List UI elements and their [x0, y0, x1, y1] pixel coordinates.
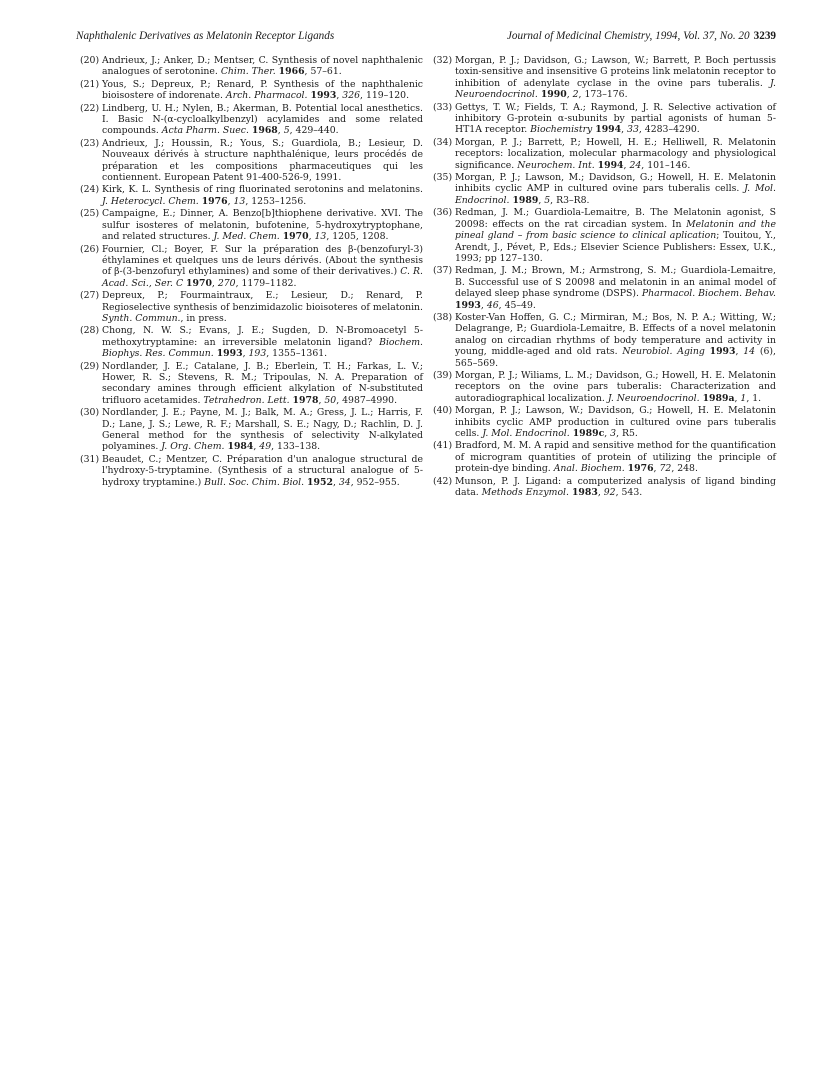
reference-item: (22) Lindberg, U. H.; Nylen, B.; Akerman, B. Potential local anesthetics. I. Basic N-(α-cycloalkylbenzyl) acylamides and some related compounds. Acta Pharm. Suec. 1968, 5, 429–440. — [80, 102, 423, 137]
reference-year: 1989 — [512, 194, 539, 206]
page-number: 3239 — [753, 30, 776, 42]
reference-pages: , R3–R8. — [550, 194, 590, 206]
reference-text: Morgan, P. J.; Lawson, W.; Davidson, G.; Howell, H. E. Melatonin inhibits cyclic AMP production in cultured ovine pars tuberalis cells. — [455, 405, 776, 439]
reference-journal: J. Heterocycl. Chem. — [102, 195, 199, 207]
reference-volume: 34 — [338, 476, 351, 488]
reference-number: (20) — [80, 55, 100, 66]
reference-item: (21) Yous, S.; Depreux, P.; Renard, P. Synthesis of the naphthalenic bioisostere of indorenate. Arch. Pharmacol. 1993, 326, 119–120. — [80, 78, 423, 102]
reference-year: 1993 — [455, 299, 481, 311]
reference-text: Koster-Van Hoffen, G. C.; Mirmiran, M.; Bos, N. P. A.; Witting, W.; Delagrange, P.; Guardiola-Lemaitre, B. Effects of a novel melatonin analog on circadian rhythms of body temperature and activity in young, middle-aged and old rats. — [455, 311, 776, 358]
reference-pages: , 1205, 1208. — [326, 231, 389, 243]
running-title: Naphthalenic Derivatives as Melatonin Receptor Ligands — [76, 30, 335, 42]
reference-year: 1966 — [278, 66, 305, 78]
reference-item: (42) Munson, P. J. Ligand: a computerized analysis of ligand binding data. Methods Enzymol. 1983, 92, 543. — [433, 475, 776, 499]
reference-journal: Biochemistry — [530, 124, 593, 136]
reference-text: Munson, P. J. Ligand: a computerized analysis of ligand binding data. — [455, 475, 776, 499]
reference-journal: Melatonin and the pineal gland – from basic science to clinical aplication — [455, 218, 777, 242]
reference-year: 1990 — [540, 89, 567, 101]
reference-number: (38) — [433, 311, 453, 323]
reference-pages: , 57–61. — [304, 66, 342, 78]
reference-number: (30) — [80, 407, 100, 419]
reference-volume: 49 — [259, 441, 272, 453]
reference-item — [80, 290, 423, 324]
reference-volume: 326 — [342, 90, 361, 102]
reference-journal: Synth. Commun. — [102, 312, 181, 324]
reference-text: Lindberg, U. H.; Nylen, B.; Akerman, B. Potential local anesthetics. I. Basic N-(α-cycloalkylbenzyl) acylamides and some related compounds. — [102, 102, 423, 137]
reference-pages: , 133–138. — [271, 441, 321, 453]
running-header — [76, 30, 776, 46]
reference-item — [433, 207, 776, 264]
reference-text: Depreux, P.; Fourmaintraux, E.; Lesieur, D.; Renard, P. Regioselective synthesis of benzimidazolic bioisoteres of melatonin. — [102, 290, 423, 313]
reference-journal: J. Med. Chem. — [213, 231, 280, 243]
reference-volume: 2 — [572, 89, 579, 101]
reference-number: (22) — [80, 102, 100, 114]
reference-year: 1952 — [307, 476, 333, 488]
reference-item — [80, 55, 423, 78]
reference-number: (35) — [433, 172, 453, 184]
reference-pages: , 4283–4290. — [638, 124, 700, 136]
reference-text: Bradford, M. M. A rapid and sensitive method for the quantification of microgram quantities of protein of utilizing the principle of protein-dye binding. — [455, 440, 776, 475]
reference-journal: J. Org. Chem. — [161, 441, 225, 453]
reference-item: (28) Chong, N. W. S.; Evans, J. E.; Sugden, D. N-Bromoacetyl 5-methoxytryptamine: an irreversible melatonin ligand? Biochem. Biophys. Res. Commun. 1993, 193, 1355–1361. — [80, 325, 423, 360]
reference-number: (40) — [433, 405, 453, 417]
reference-year: 1984 — [227, 441, 254, 453]
reference-number: (41) — [433, 440, 453, 452]
reference-year: 1978 — [292, 394, 319, 406]
reference-volume: 193 — [248, 348, 267, 360]
reference-item: (24) Kirk, K. L. Synthesis of ring fluorinated serotonins and melatonins. J. Heterocycl. Chem. 1976, 13, 1253–1256. — [80, 184, 423, 207]
reference-text: Gettys, T. W.; Fields, T. A.; Raymond, J. R. Selective activation of inhibitory G-protein α-subunits by partial agonists of human 5-HT1A receptor. — [455, 101, 776, 136]
reference-item: (32) Morgan, P. J.; Davidson, G.; Lawson, W.; Barrett, P. Boch pertussis toxin-sensitive and insensitive G proteins link melatonin receptor to inhibition of adenylate cyclase in the ovine pars tuberalis. J. Neuroendocrinol. 1990, 2, 173–176. — [433, 55, 776, 101]
reference-number: (34) — [433, 136, 453, 148]
reference-pages: , R5. — [616, 428, 638, 439]
reference-number: (24) — [80, 184, 100, 196]
reference-text: Andrieux, J.; Anker, D.; Mentser, C. Synthesis of novel naphthalenic analogues of serotonine. — [102, 55, 423, 78]
reference-number: (21) — [80, 78, 100, 90]
reference-pages: , 429–440. — [289, 125, 339, 137]
reference-volume: 14 — [743, 346, 756, 358]
reference-journal: J. Neuroendocrinol. — [607, 392, 700, 404]
reference-year: 1994 — [597, 159, 624, 171]
references-column-left — [80, 55, 423, 489]
reference-volume: 13 — [233, 195, 246, 207]
reference-pages: , 119–120. — [360, 90, 410, 102]
journal-citation — [507, 30, 776, 42]
reference-item: (35) Morgan, P. J.; Lawson, M.; Davidson, G.; Howell, H. E. Melatonin inhibits cyclic AMP in cultured ovine pars tuberalis cells. J. Mol. Endocrinol. 1989, 5, R3–R8. — [433, 172, 776, 206]
reference-text: Andrieux, J.; Houssin, R.; Yous, S.; Guardiola, B.; Lesieur, D. Nouveaux dérivés à structure naphthalénique, leurs procédés de préparation et les compositions pharmaceutiques qui les contiennent. European Patent 91-400-526-9, 1991. — [102, 137, 423, 184]
reference-text: Redman, J. M.; Guardiola-Lemaitre, B. The Melatonin agonist, S 20098: effects on the rat circadian system. In — [455, 207, 776, 230]
reference-number: (27) — [80, 290, 100, 302]
reference-item: (29) Nordlander, J. E.; Catalane, J. B.; Eberlein, T. H.; Farkas, L. V.; Hower, R. S.; Stevens, R. M.; Tripoulas, N. A. Preparation of secondary amines through efficient alkylation of N-substituted trifluoro acetamides. Tetrahedron. Lett. 1978, 50, 4987–4990. — [80, 360, 423, 406]
reference-item — [80, 138, 423, 184]
reference-number: (26) — [80, 243, 100, 255]
reference-number: (36) — [433, 207, 453, 219]
reference-year: 1989a — [702, 392, 735, 404]
reference-volume: 13 — [314, 231, 327, 243]
reference-volume: 72 — [659, 463, 672, 475]
reference-volume: 92 — [603, 487, 616, 499]
reference-item: (41) Bradford, M. M. A rapid and sensitive method for the quantification of microgram quantities of protein of utilizing the principle of protein-dye binding. Anal. Biochem. 1976, 72, 248. — [433, 440, 776, 475]
reference-text: Yous, S.; Depreux, P.; Renard, P. Synthesis of the naphthalenic bioisostere of indorenate. — [102, 78, 423, 102]
reference-text: Nordlander, J. E.; Payne, M. J.; Balk, M. A.; Gress, J. L.; Harris, F. D.; Lane, J. S.; Lewe, R. F.; Marshall, S. E.; Nagy, D.; Rachlin, D. J. General method for the synthesis of selectivity N-alkylated polyamines. — [102, 407, 423, 453]
reference-volume: 24 — [629, 159, 642, 171]
reference-pages: , 1. — [746, 392, 762, 404]
reference-pages: , 1253–1256. — [245, 195, 307, 207]
reference-text: Beaudet, C.; Mentzer, C. Préparation d'un analogue structural de l'hydroxy-5-tryptamine. (Synthesis of a structural analogue of 5-hydroxy tryptamine.) — [102, 453, 423, 488]
reference-volume: 5 — [544, 194, 551, 206]
reference-year: 1976 — [627, 463, 654, 475]
reference-year: 1993 — [216, 348, 243, 360]
reference-journal: Pharmacol. Biochem. Behav. — [641, 288, 776, 300]
reference-item: (38) Koster-Van Hoffen, G. C.; Mirmiran, M.; Bos, N. P. A.; Witting, W.; Delagrange, P.; Guardiola-Lemaitre, B. Effects of a novel melatonin analog on circadian rhythms of body temperature and activity in young, middle-aged and old rats. Neurobiol. Aging 1993, 14 (6), 565–569. — [433, 311, 776, 369]
reference-number: (28) — [80, 325, 100, 337]
reference-journal: Chim. Ther. — [220, 66, 276, 78]
reference-volume: 33 — [627, 124, 639, 136]
reference-journal: C. R. Acad. Sci., Ser. C — [102, 266, 423, 289]
reference-number: (33) — [433, 101, 453, 113]
reference-item: (37) Redman, J. M.; Brown, M.; Armstrong, S. M.; Guardiola-Lemaitre, B. Successful use of S 20098 and melatonin in an animal model of delayed sleep phase syndrome (DSPS). Pharmacol. Biochem. Behav. 1993, 46, 45–49. — [433, 265, 776, 311]
reference-journal: Methods Enzymol. — [481, 487, 569, 499]
reference-journal: Neurobiol. Aging — [622, 346, 705, 358]
reference-text: Morgan, P. J.; Lawson, M.; Davidson, G.; Howell, H. E. Melatonin inhibits cyclic AMP in cultured ovine pars tuberalis cells. — [455, 172, 776, 195]
reference-item: (33) Gettys, T. W.; Fields, T. A.; Raymond, J. R. Selective activation of inhibitory G-protein α-subunits by partial agonists of human 5-HT1A receptor. Biochemistry 1994, 33, 4283–4290. — [433, 101, 776, 136]
reference-year: 1970 — [186, 277, 212, 289]
reference-volume: 5 — [283, 125, 290, 137]
reference-pages: , 1179–1182. — [235, 277, 297, 289]
reference-volume: 270 — [217, 277, 236, 289]
reference-pages: , 248. — [671, 463, 698, 475]
reference-number: (39) — [433, 369, 453, 381]
reference-pages: , 45–49. — [498, 299, 536, 311]
reference-text: Kirk, K. L. Synthesis of ring fluorinated serotonins and melatonins. — [102, 184, 423, 196]
reference-year: 1976 — [201, 195, 228, 207]
reference-journal: Tetrahedron. Lett. — [203, 394, 290, 406]
reference-number: (37) — [433, 265, 453, 277]
reference-text: Morgan, P. J.; Barrett, P.; Howell, H. E.; Helliwell, R. Melatonin receptors: localization, molecular pharmacology and physiological significance. — [455, 136, 776, 171]
reference-number: (31) — [80, 453, 100, 465]
reference-item: (31) Beaudet, C.; Mentzer, C. Préparation d'un analogue structural de l'hydroxy-5-tryptamine. (Synthesis of a structural analogue of 5-hydroxy tryptamine.) Bull. Soc. Chim. Biol. 1952, 34, 952–955. — [80, 453, 423, 488]
reference-item: (26) Fournier, Cl.; Boyer, F. Sur la préparation des β-(benzofuryl-3) éthylamines et quelques uns de leurs dérivés. (About the synthesis of β-(3-benzofuryl ethylamines) and some of their derivatives.) C. R. Acad. Sci., Ser. C 1970, 270, 1179–1182. — [80, 243, 423, 289]
reference-number: (23) — [80, 137, 100, 149]
reference-number: (42) — [433, 475, 453, 487]
reference-number: (25) — [80, 208, 100, 220]
reference-year: 1994 — [595, 124, 622, 136]
reference-volume: 50 — [324, 394, 337, 406]
reference-journal: Biochem. Biophys. Res. Commun. — [102, 336, 423, 360]
reference-pages: (6), 565–569. — [455, 346, 776, 369]
reference-pages: , 1355–1361. — [266, 348, 328, 360]
reference-journal: Anal. Biochem. — [553, 463, 625, 475]
reference-volume: 3 — [610, 428, 617, 439]
reference-item: (30) Nordlander, J. E.; Payne, M. J.; Balk, M. A.; Gress, J. L.; Harris, F. D.; Lane, J. S.; Lewe, R. F.; Marshall, S. E.; Nagy, D.; Rachlin, D. J. General method for the synthesis of selectivity N-alkylated polyamines. J. Org. Chem. 1984, 49, 133–138. — [80, 407, 423, 453]
reference-year: 1970 — [282, 231, 309, 243]
reference-text: Morgan, P. J.; Davidson, G.; Lawson, W.; Barrett, P. Boch pertussis toxin-sensitive and insensitive G proteins link melatonin receptor to inhibition of adenylate cyclase in the ovine pars tuberalis. — [455, 55, 776, 89]
reference-pages: , in press. — [180, 312, 227, 324]
journal-name: Journal of Medicinal Chemistry, 1994, Vol. 37, No. 20 — [506, 30, 750, 42]
reference-pages: , 101–146. — [641, 159, 691, 171]
reference-pages: , 173–176. — [578, 89, 628, 101]
reference-journal: Neurochem. Int. — [517, 159, 595, 171]
reference-pages: ; Touitou, Y., Arendt, J., Pévet, P., Eds.; Elsevier Science Publishers: Essex, U.K., 1993; pp 127–130. — [455, 230, 776, 264]
reference-pages: , 4987–4990. — [336, 394, 398, 406]
reference-text: Fournier, Cl.; Boyer, F. Sur la préparation des β-(benzofuryl-3) éthylamines et quelques uns de leurs dérivés. (About the synthesis of β-(3-benzofuryl ethylamines) and some of their derivatives.) — [102, 243, 423, 278]
reference-text: Chong, N. W. S.; Evans, J. E.; Sugden, D. N-Bromoacetyl 5-methoxytryptamine: an irreversible melatonin ligand? — [102, 325, 423, 348]
reference-item: (34) Morgan, P. J.; Barrett, P.; Howell, H. E.; Helliwell, R. Melatonin receptors: localization, molecular pharmacology and physiological significance. Neurochem. Int. 1994, 24, 101–146. — [433, 136, 776, 171]
reference-journal: J. Neuroendocrinol. — [455, 77, 776, 101]
reference-number: (29) — [80, 360, 100, 372]
reference-year: 1989c — [572, 428, 605, 439]
reference-text: Campaigne, E.; Dinner, A. Benzo[b]thiophene derivative. XVI. The sulfur isosteres of melatonin, bufotenine, 5-hydroxytryptophane, and related structures. — [102, 208, 423, 243]
reference-year: 1993 — [709, 346, 736, 358]
reference-journal: J. Mol. Endocrinol. — [455, 183, 776, 206]
reference-pages: , 543. — [615, 487, 643, 499]
reference-journal: Bull. Soc. Chim. Biol. — [204, 476, 305, 488]
reference-journal: Acta Pharm. Suec. — [161, 125, 249, 137]
reference-item: (39) Morgan, P. J.; Wiliams, L. M.; Davidson, G.; Howell, H. E. Melatonin receptors on the ovine pars tuberalis: Characterization and autoradiographical localization. J. Neuroendocrinol. 1989a, 1, 1. — [433, 369, 776, 404]
reference-volume: 46 — [486, 299, 499, 311]
reference-text: Redman, J. M.; Brown, M.; Armstrong, S. M.; Guardiola-Lemaitre, B. Successful use of S 20098 and melatonin in an animal model of delayed sleep phase syndrome (DSPS). — [455, 265, 776, 300]
reference-item: (25) Campaigne, E.; Dinner, A. Benzo[b]thiophene derivative. XVI. The sulfur isosteres of melatonin, bufotenine, 5-hydroxytryptophane, and related structures. J. Med. Chem. 1970, 13, 1205, 1208. — [80, 208, 423, 243]
reference-year: 1983 — [571, 487, 598, 499]
reference-year: 1993 — [310, 90, 337, 102]
reference-year: 1968 — [251, 125, 278, 137]
reference-number: (32) — [433, 55, 453, 66]
reference-volume: 1 — [740, 392, 747, 404]
reference-text: Morgan, P. J.; Wiliams, L. M.; Davidson, G.; Howell, H. E. Melatonin receptors on the ovine pars tuberalis: Characterization and autoradiographical localization. — [455, 369, 776, 404]
reference-journal: Arch. Pharmacol. — [225, 90, 308, 102]
reference-item: (40) Morgan, P. J.; Lawson, W.; Davidson, G.; Howell, H. E. Melatonin inhibits cyclic AMP production in cultured ovine pars tuberalis cells. J. Mol. Endocrinol. 1989c, 3, R5. — [433, 405, 776, 439]
reference-pages: , 952–955. — [350, 476, 400, 488]
references-column-right — [433, 55, 776, 499]
reference-text: Nordlander, J. E.; Catalane, J. B.; Eberlein, T. H.; Farkas, L. V.; Hower, R. S.; Stevens, R. M.; Tripoulas, N. A. Preparation of secondary amines through efficient alkylation of N-substituted trifluoro acetamides. — [102, 360, 423, 406]
reference-journal: J. Mol. Endocrinol. — [482, 428, 570, 439]
